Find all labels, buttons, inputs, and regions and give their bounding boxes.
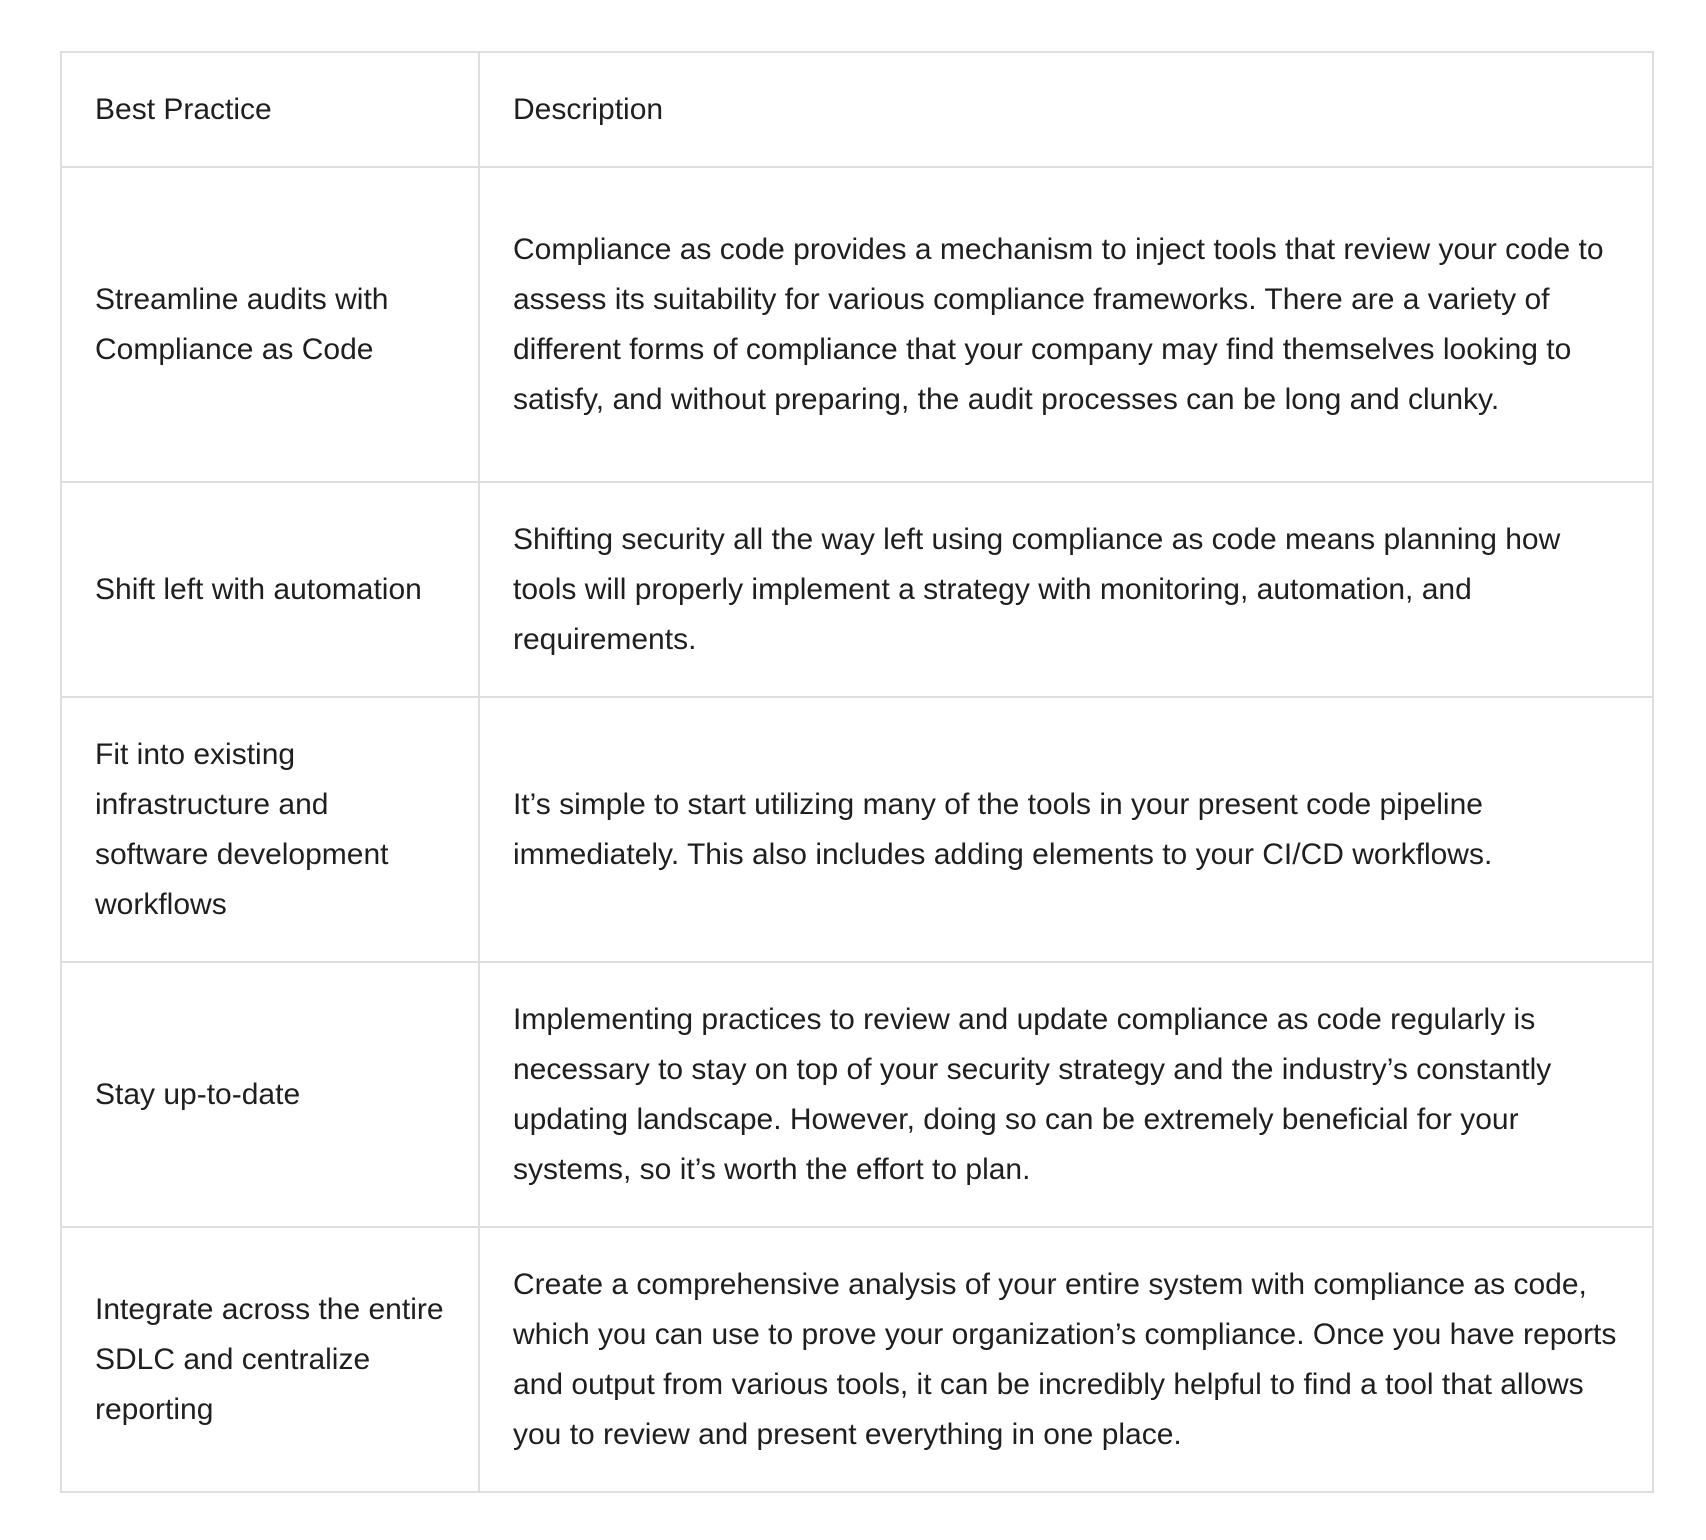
description-cell: Create a comprehensive analysis of your entire system with compliance as code, which you can use to prove your organization’s compliance. Once you have reports and output from various tools, it can be incredibly helpful to find a tool that allows you to review and present everything in one place.: [479, 1227, 1653, 1492]
description-cell: Shifting security all the way left using compliance as code means planning how tools will properly implement a strategy with monitoring, automation, and requirements.: [479, 482, 1653, 697]
best-practices-table: [60, 51, 1654, 1493]
description-cell: It’s simple to start utilizing many of the tools in your present code pipeline immediately. This also includes adding elements to your CI/CD workflows.: [479, 697, 1653, 962]
header-description: Description: [479, 52, 1653, 167]
practice-cell: Shift left with automation: [61, 482, 479, 697]
table-row: [61, 167, 1653, 482]
description-cell: Compliance as code provides a mechanism to inject tools that review your code to assess its suitability for various compliance frameworks. There are a variety of different forms of compliance that your company may find themselves looking to satisfy, and without preparing, the audit processes can be long and clunky.: [479, 167, 1653, 482]
table-row: [61, 962, 1653, 1227]
description-cell: Implementing practices to review and update compliance as code regularly is necessary to stay on top of your security strategy and the industry’s constantly updating landscape. However, doing so can be extremely beneficial for your systems, so it’s worth the effort to plan.: [479, 962, 1653, 1227]
table-header-row: [61, 52, 1653, 167]
table-row: [61, 697, 1653, 962]
header-best-practice: Best Practice: [61, 52, 479, 167]
table-row: [61, 482, 1653, 697]
practice-cell: Fit into existing infrastructure and software development workflows: [61, 697, 479, 962]
practice-cell: Stay up-to-date: [61, 962, 479, 1227]
practice-cell: Integrate across the entire SDLC and centralize reporting: [61, 1227, 479, 1492]
table-row: [61, 1227, 1653, 1492]
practice-cell: Streamline audits with Compliance as Code: [61, 167, 479, 482]
